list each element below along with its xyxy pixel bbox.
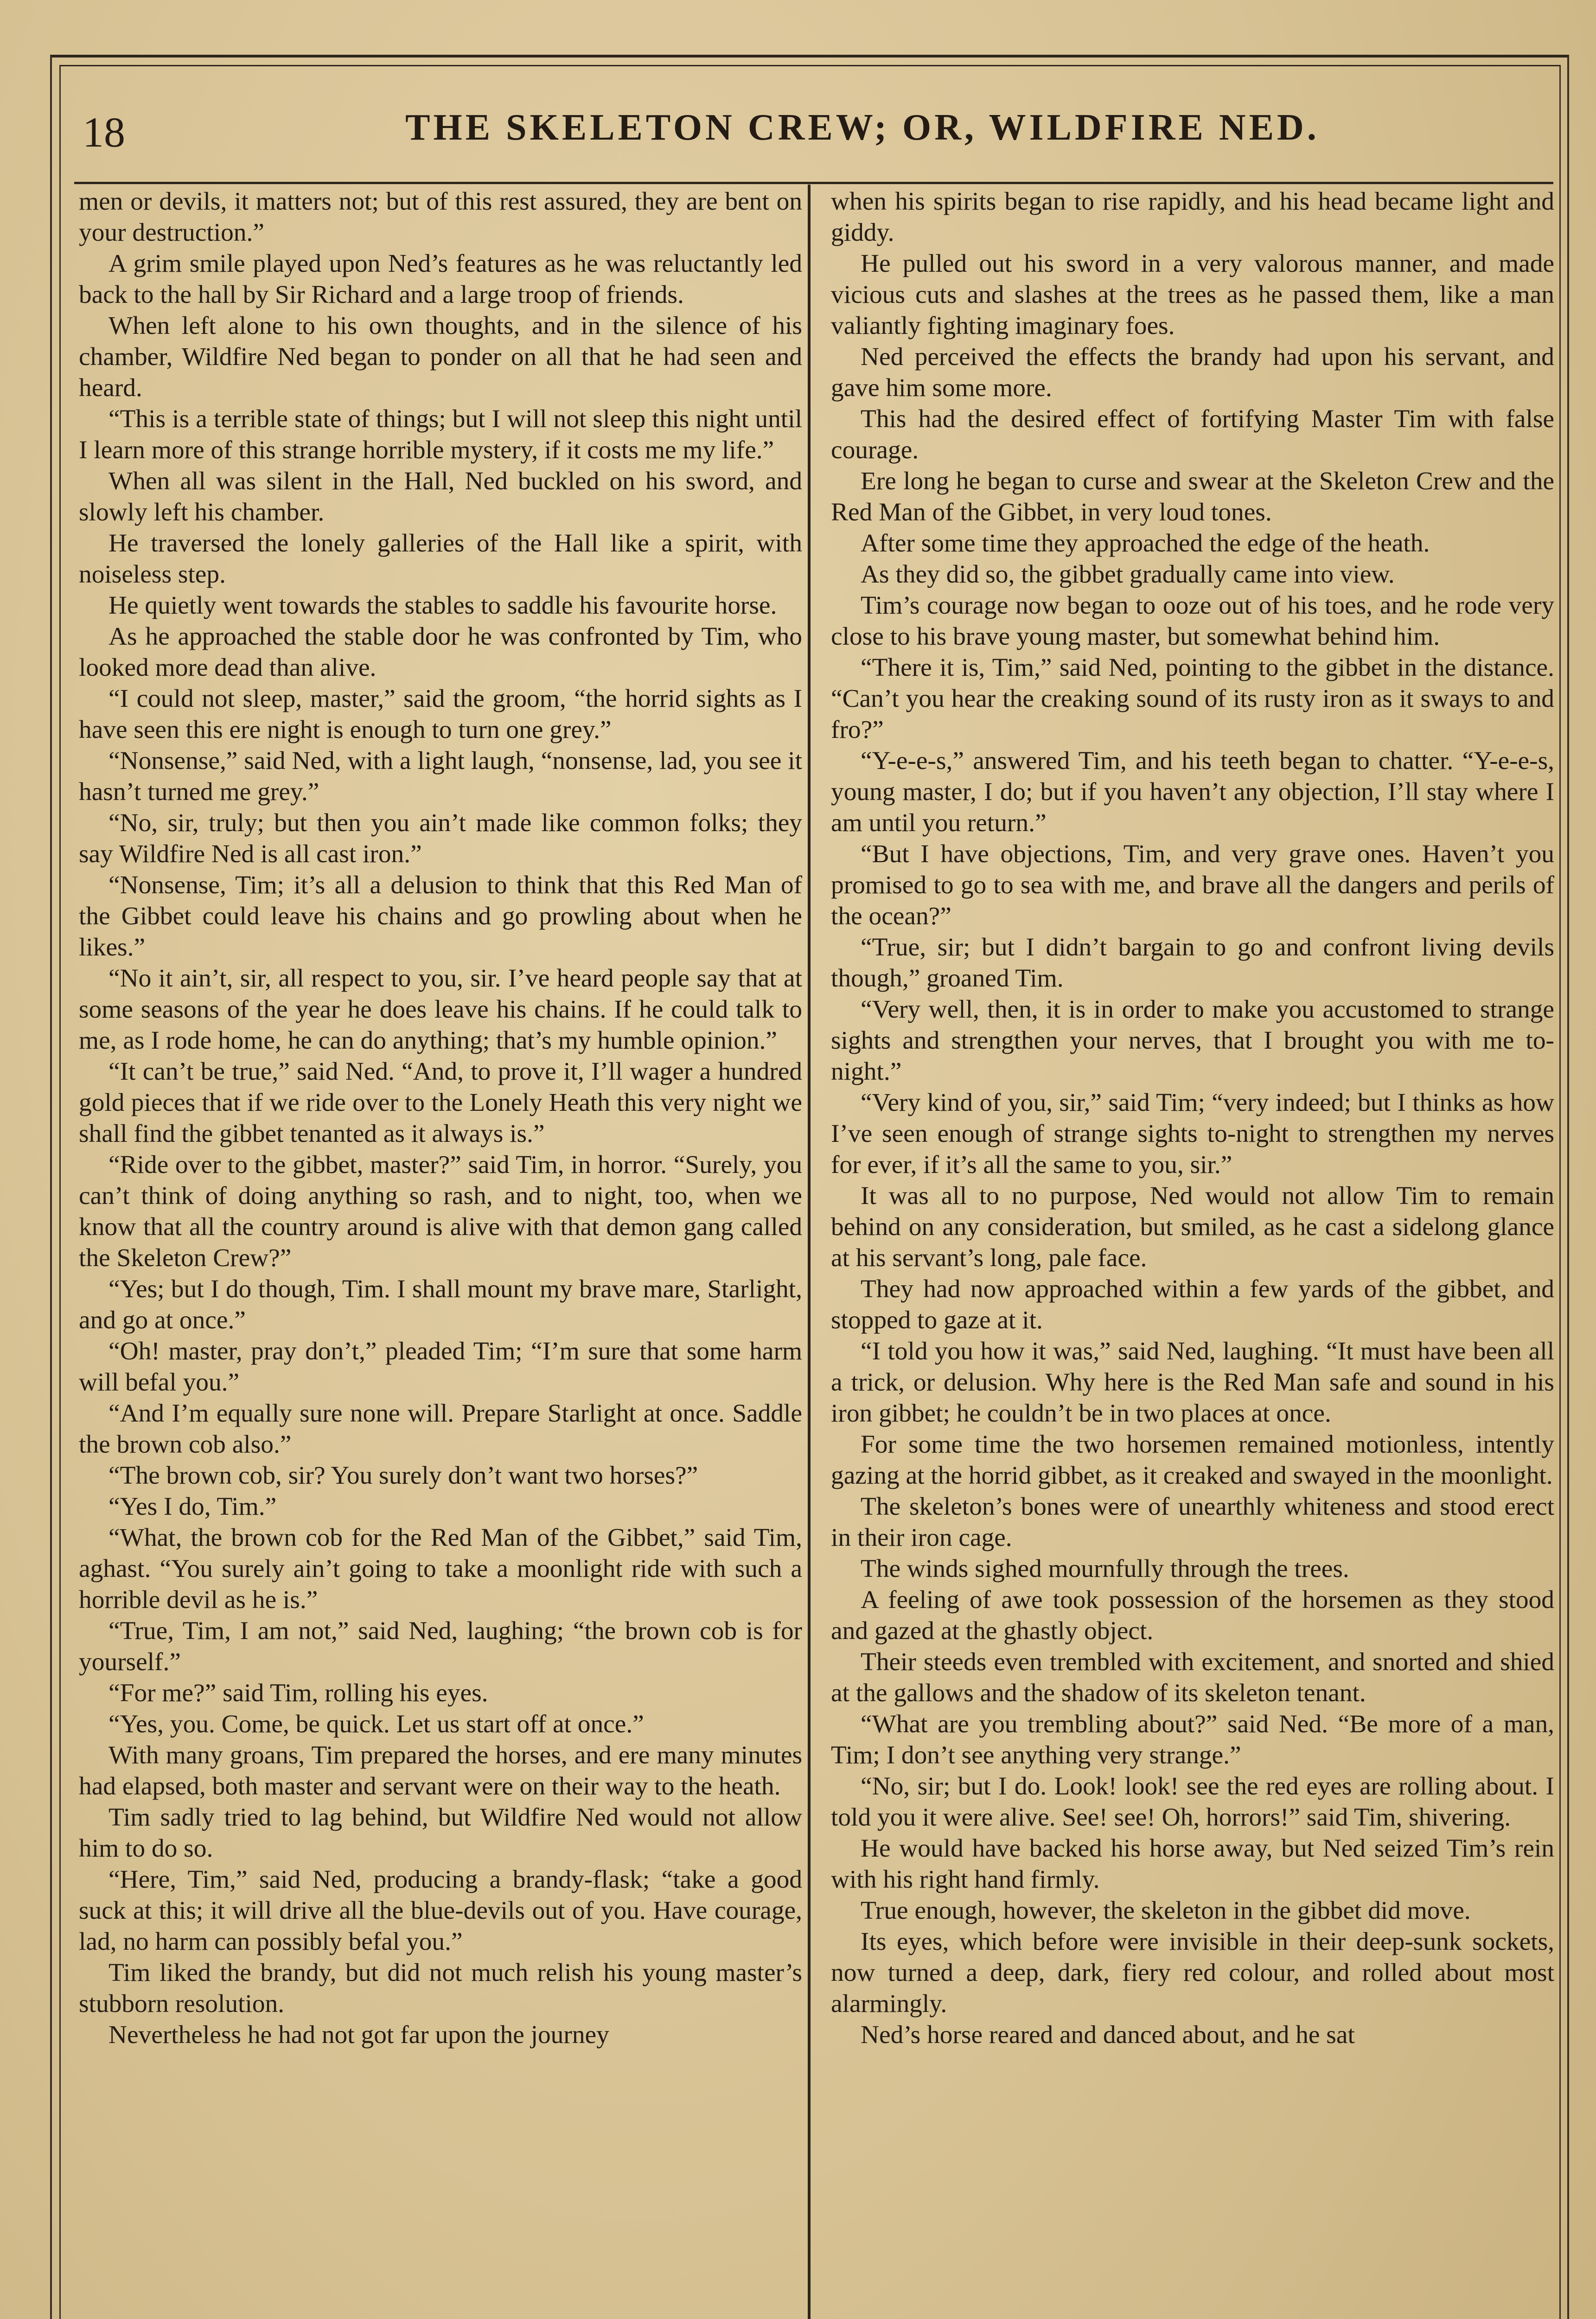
paragraph: For some time the two horsemen remained motionless, intently gazing at the horrid gibbet, as it creaked and swayed in the moonlight. — [831, 1430, 1554, 1489]
paragraph: “Very well, then, it is in order to make you accustomed to strange sights and strengthen your nerves, that I brought you with me to-night.” — [831, 995, 1554, 1085]
paragraph: “Yes; but I do though, Tim. I shall mount my brave mare, Starlight, and go at once.” — [79, 1275, 802, 1334]
paragraph: “What, the brown cob for the Red Man of the Gibbet,” said Tim, aghast. “You surely ain’t going to take a moonlight ride with such a horrible devil as he is.” — [79, 1523, 802, 1614]
paragraph: “Oh! master, pray don’t,” pleaded Tim; “I’m sure that some harm will befal you.” — [79, 1337, 802, 1396]
paragraph: “But I have objections, Tim, and very grave ones. Haven’t you promised to go to sea with me, and brave all the dangers and perils of the ocean?” — [831, 839, 1554, 930]
paragraph: “There it is, Tim,” said Ned, pointing to the gibbet in the distance. “Can’t you hear the creaking sound of its rusty iron as it sways to and fro?” — [831, 653, 1554, 743]
paragraph: A grim smile played upon Ned’s features as he was reluctantly led back to the hall by Sir Richard and a large troop of friends. — [79, 249, 802, 308]
paragraph: Its eyes, which before were invisible in their deep-sunk sockets, now turned a deep, dark, fiery red colour, and rolled about most alarmingly. — [831, 1927, 1554, 2018]
paragraph: After some time they approached the edge of the heath. — [861, 529, 1430, 557]
paragraph: As he approached the stable door he was confronted by Tim, who looked more dead than alive. — [79, 622, 802, 681]
paragraph: Ned’s horse reared and danced about, and he sat — [861, 2020, 1355, 2049]
paragraph: Tim liked the brandy, but did not much relish his young master’s stubborn resolution. — [79, 1958, 802, 2018]
paragraph: “And I’m equally sure none will. Prepare Starlight at once. Saddle the brown cob also.” — [79, 1399, 802, 1458]
paragraph: As they did so, the gibbet gradually came into view. — [861, 560, 1395, 588]
paragraph: When all was silent in the Hall, Ned buckled on his sword, and slowly left his chamber. — [79, 467, 802, 526]
paragraph: “Y-e-e-s,” answered Tim, and his teeth began to chatter. “Y-e-e-s, young master, I do; but if you haven’t any objection, I’ll stay where I am until you return.” — [831, 746, 1554, 837]
paragraph: He pulled out his sword in a very valorous manner, and made vicious cuts and slashes at the trees as he passed them, like a man valiantly fighting imaginary foes. — [831, 249, 1554, 340]
left-column — [79, 186, 802, 2319]
paragraph: True enough, however, the skeleton in the gibbet did move. — [861, 1896, 1471, 1924]
paragraph: Their steeds even trembled with excitement, and snorted and shied at the gallows and the shadow of its skeleton tenant. — [831, 1647, 1554, 1707]
page-header — [74, 79, 1549, 172]
paragraph: “This is a terrible state of things; but I will not sleep this night until I learn more of this strange horrible mystery, if it costs me my life.” — [79, 404, 802, 464]
paragraph: A feeling of awe took possession of the horsemen as they stood and gazed at the ghastly object. — [831, 1585, 1554, 1645]
paragraph: Tim’s courage now began to ooze out of his toes, and he rode very close to his brave young master, but somewhat behind him. — [831, 591, 1554, 650]
paragraph: “I could not sleep, master,” said the groom, “the horrid sights as I have seen this ere night is enough to turn one grey.” — [79, 684, 802, 743]
paragraph: “True, sir; but I didn’t bargain to go and confront living devils though,” groaned Tim. — [831, 933, 1554, 992]
paragraph: “The brown cob, sir? You surely don’t want two horses?” — [109, 1461, 698, 1489]
paragraph: It was all to no purpose, Ned would not allow Tim to remain behind on any consideration, but smiled, as he cast a sidelong glance at his servant’s long, pale face. — [831, 1181, 1554, 1272]
paragraph: “What are you trembling about?” said Ned. “Be more of a man, Tim; I don’t see anything very strange.” — [831, 1710, 1554, 1769]
paragraph: “For me?” said Tim, rolling his eyes. — [109, 1678, 488, 1707]
right-column — [831, 186, 1554, 2319]
paragraph: “No, sir; but I do. Look! look! see the red eyes are rolling about. I told you it were alive. See! see! Oh, horrors!” said Tim, shivering. — [831, 1772, 1554, 1831]
paragraph: “Yes, you. Come, be quick. Let us start off at once.” — [109, 1710, 644, 1738]
column-divider — [808, 185, 811, 2319]
paragraph: when his spirits began to rise rapidly, and his head became light and giddy. — [831, 187, 1554, 246]
paragraph: He quietly went towards the stables to saddle his favourite horse. — [109, 591, 777, 619]
paragraph: “Nonsense, Tim; it’s all a delusion to think that this Red Man of the Gibbet could leave his chains and go prowling about when he likes.” — [79, 871, 802, 961]
paragraph: “Here, Tim,” said Ned, producing a brandy-flask; “take a good suck at this; it will drive all the blue-devils out of you. Have courage, lad, no harm can possibly befal you.” — [79, 1865, 802, 1955]
paragraph: “Nonsense,” said Ned, with a light laugh, “nonsense, lad, you see it hasn’t turned me grey.” — [79, 746, 802, 806]
paragraph: “No it ain’t, sir, all respect to you, sir. I’ve heard people say that at some seasons of the year he does leave his chains. If he could talk to me, as I rode home, he can do anything; that’s my humble opinion.” — [79, 964, 802, 1054]
paragraph: Tim sadly tried to lag behind, but Wildfire Ned would not allow him to do so. — [79, 1803, 802, 1862]
paragraph: Nevertheless he had not got far upon the journey — [109, 2020, 609, 2049]
paragraph: “I told you how it was,” said Ned, laughing. “It must have been all a trick, or delusion. Why here is the Red Man safe and sound in his iron gibbet; he couldn’t be in two places at once. — [831, 1337, 1554, 1427]
running-title: THE SKELETON CREW; OR, WILDFIRE NED. — [405, 107, 1320, 148]
paragraph: “Very kind of you, sir,” said Tim; “very indeed; but I thinks as how I’ve seen enough of strange sights to-night to strengthen my nerves for ever, if it’s all the same to you, sir.” — [831, 1088, 1554, 1179]
paragraph: Ned perceived the effects the brandy had upon his servant, and gave him some more. — [831, 342, 1554, 402]
paragraph: “No, sir, truly; but then you ain’t made like common folks; they say Wildfire Ned is all cast iron.” — [79, 808, 802, 868]
paragraph: This had the desired effect of fortifying Master Tim with false courage. — [831, 404, 1554, 464]
paragraph: The skeleton’s bones were of unearthly whiteness and stood erect in their iron cage. — [831, 1492, 1554, 1551]
paragraph: The winds sighed mournfully through the trees. — [861, 1554, 1349, 1582]
paragraph: He would have backed his horse away, but Ned seized Tim’s rein with his right hand firmly. — [831, 1834, 1554, 1893]
page-number: 18 — [83, 109, 125, 156]
paragraph: When left alone to his own thoughts, and in the silence of his chamber, Wildfire Ned began to ponder on all that he had seen and heard. — [79, 311, 802, 402]
paragraph: They had now approached within a few yards of the gibbet, and stopped to gaze at it. — [831, 1275, 1554, 1334]
paragraph: “Ride over to the gibbet, master?” said Tim, in horror. “Surely, you can’t think of doing anything so rash, and to night, too, when we know that all the country around is alive with that demon gang called the Skeleton Crew?” — [79, 1150, 802, 1272]
paragraph: men or devils, it matters not; but of this rest assured, they are bent on your destruction.” — [79, 187, 802, 246]
header-rule — [74, 182, 1553, 184]
paragraph: “Yes I do, Tim.” — [109, 1492, 277, 1520]
paragraph: “It can’t be true,” said Ned. “And, to prove it, I’ll wager a hundred gold pieces that if we ride over to the Lonely Heath this very night we shall find the gibbet tenanted as it always is.” — [79, 1057, 802, 1147]
paragraph: “True, Tim, I am not,” said Ned, laughing; “the brown cob is for yourself.” — [79, 1616, 802, 1676]
paragraph: With many groans, Tim prepared the horses, and ere many minutes had elapsed, both master and servant were on their way to the heath. — [79, 1741, 802, 1800]
paragraph: He traversed the lonely galleries of the Hall like a spirit, with noiseless step. — [79, 529, 802, 588]
paragraph: Ere long he began to curse and swear at the Skeleton Crew and the Red Man of the Gibbet, in very loud tones. — [831, 467, 1554, 526]
